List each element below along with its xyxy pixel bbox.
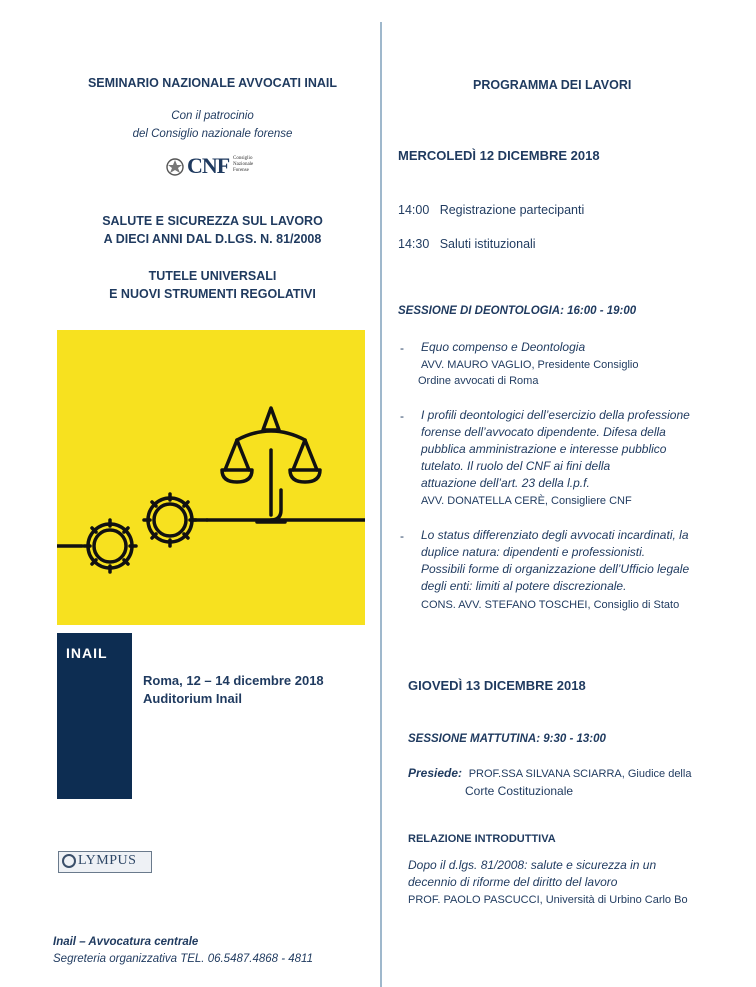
subtopic-line-2: E NUOVI STRUMENTI REGOLATIVI: [109, 287, 316, 301]
gears-and-scales-icon: [57, 330, 365, 625]
talk-speaker: Ordine avvocati di Roma: [418, 375, 539, 387]
intro-talk-line-2: decennio di riforme del diritto del lavoro: [408, 875, 618, 889]
location-line-2: Auditorium Inail: [143, 691, 242, 706]
footer-line-2: Segreteria organizzativa TEL. 06.5487.4868 - 4811: [53, 953, 313, 965]
day2-heading: GIOVEDÌ 13 DICEMBRE 2018: [408, 678, 586, 693]
patronage-line-1: Con il patrocinio: [171, 110, 254, 122]
cnf-logo: [165, 153, 265, 181]
list-dash: -: [400, 529, 404, 543]
cnf-logo-text: CNF: [187, 153, 230, 178]
talk-title: duplice natura: dipendenti e professionisti.: [421, 545, 646, 559]
talk-title: I profili deontologici dell’esercizio della professione: [421, 408, 690, 422]
intro-speaker: PROF. PAOLO PASCUCCI, Università di Urbino Carlo Bo: [408, 894, 688, 906]
schedule-item: [398, 237, 536, 251]
cnf-logo-subtext: Consiglio Nazionale Forense: [233, 156, 254, 173]
talk-title: forense dell’avvocato dipendente. Difesa della: [421, 425, 666, 439]
intro-title: RELAZIONE INTRODUTTIVA: [408, 833, 556, 845]
list-dash: -: [400, 341, 404, 355]
presides-row: [408, 766, 691, 780]
inail-logo-box: [57, 633, 132, 799]
column-divider: [380, 22, 382, 987]
talk-title: degli enti: limiti al potere discrezionale.: [421, 579, 627, 593]
schedule-time: 14:00: [398, 203, 430, 217]
session2-title: SESSIONE MATTUTINA: 9:30 - 13:00: [408, 733, 606, 745]
talk-title: Lo status differenziato degli avvocati incardinati, la: [421, 528, 689, 542]
emblem-icon: [165, 155, 185, 179]
olympus-logo-text: LYMPUS: [78, 853, 137, 868]
schedule-label: Saluti istituzionali: [439, 237, 536, 251]
talk-title: attuazione dell’art. 23 della l.p.f.: [421, 476, 590, 490]
talk-speaker: AVV. MAURO VAGLIO, Presidente Consiglio: [421, 359, 639, 371]
talk-title: tutelato. Il ruolo del CNF ai fini della: [421, 459, 611, 473]
schedule-label: Registrazione partecipanti: [439, 203, 585, 217]
talk-title: Equo compenso e Deontologia: [421, 340, 586, 354]
talk-speaker: AVV. DONATELLA CERÈ, Consigliere CNF: [421, 495, 632, 507]
topic-line-2: A DIECI ANNI DAL D.LGS. N. 81/2008: [103, 232, 322, 246]
presides-line-2: Corte Costituzionale: [465, 784, 574, 798]
presides-name: PROF.SSA SILVANA SCIARRA, Giudice della: [468, 768, 692, 780]
subtopic-line-1: TUTELE UNIVERSALI: [148, 269, 277, 283]
presides-label: Presiede:: [408, 766, 463, 780]
inail-logo: INAIL: [66, 645, 108, 661]
topic-line-1: SALUTE E SICUREZZA SUL LAVORO: [102, 214, 323, 228]
schedule-item: [398, 203, 584, 217]
day1-heading: MERCOLEDÌ 12 DICEMBRE 2018: [398, 148, 600, 163]
talk-title: Possibili forme di organizzazione dell’Ufficio legale: [421, 562, 690, 576]
talk-title: pubblica amministrazione e interesse pubblico: [421, 442, 667, 456]
intro-talk-line-1: Dopo il d.lgs. 81/2008: salute e sicurezza in un: [408, 858, 657, 872]
talk-speaker: CONS. AVV. STEFANO TOSCHEI, Consiglio di Stato: [421, 599, 680, 611]
session1-title: SESSIONE DI DEONTOLOGIA: 16:00 - 19:00: [398, 305, 637, 317]
location-line-1: Roma, 12 – 14 dicembre 2018: [143, 673, 324, 688]
footer-line-1: Inail – Avvocatura centrale: [53, 936, 199, 948]
olympus-circle-icon: [62, 854, 76, 868]
olympus-logo: [58, 851, 152, 873]
cover-illustration: [57, 330, 365, 625]
program-title: PROGRAMMA DEI LAVORI: [473, 78, 632, 92]
seminar-title: SEMINARIO NAZIONALE AVVOCATI INAIL: [87, 76, 338, 90]
list-dash: -: [400, 409, 404, 423]
schedule-time: 14:30: [398, 237, 430, 251]
patronage-line-2: del Consiglio nazionale forense: [132, 128, 293, 140]
